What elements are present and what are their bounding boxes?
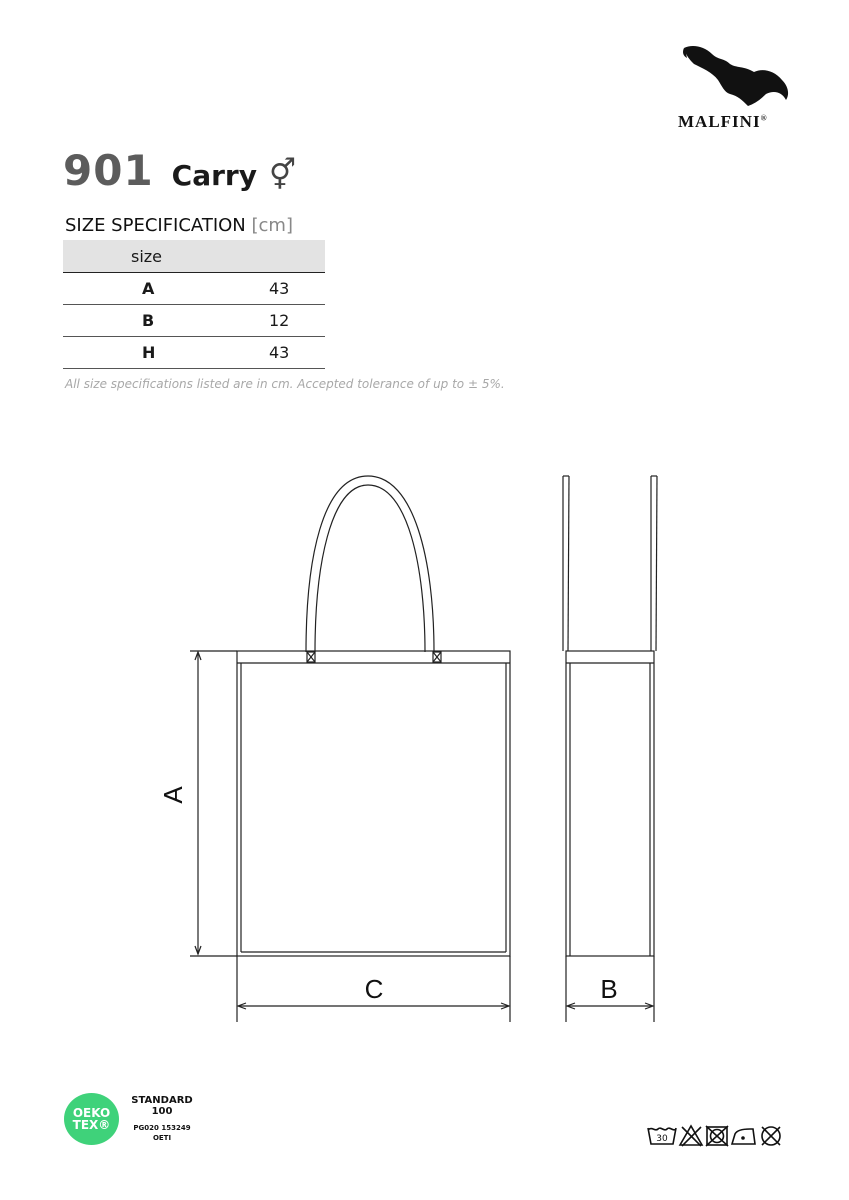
- dimension-a: [190, 651, 237, 956]
- label-c: C: [364, 974, 384, 1004]
- size-spec-title: SIZE SPECIFICATION: [65, 215, 246, 236]
- size-spec-table: [63, 240, 325, 369]
- row-label-a: A: [63, 273, 233, 305]
- row-label-h: H: [63, 337, 233, 369]
- table-row: [63, 337, 325, 369]
- eagle-icon: [678, 42, 798, 110]
- unisex-icon: ⚥: [268, 158, 297, 193]
- table-row: [63, 305, 325, 337]
- bag-handle: [306, 476, 441, 662]
- table-row: [63, 273, 325, 305]
- size-column-header: size: [63, 240, 325, 273]
- size-spec-heading: [65, 215, 293, 236]
- label-a: A: [158, 786, 188, 804]
- no-tumble-dry-icon: [706, 1126, 728, 1146]
- size-spec-header-row: [63, 240, 325, 273]
- size-spec-unit: [cm]: [251, 215, 293, 236]
- label-b: B: [600, 974, 618, 1004]
- malfini-logo: [674, 42, 804, 137]
- oeko-tex-badge: [64, 1093, 234, 1153]
- certificate-number: PG020 153249: [133, 1124, 191, 1132]
- standard-label: STANDARD 100: [131, 1095, 193, 1117]
- row-label-b: B: [63, 305, 233, 337]
- product-name: Carry: [171, 159, 257, 192]
- certificate-institute: OETI: [152, 1134, 172, 1142]
- product-code: 901: [63, 146, 154, 195]
- bag-body-side: [563, 476, 657, 956]
- no-bleach-icon: [680, 1126, 702, 1146]
- row-value-a: 43: [233, 273, 325, 305]
- wash-temp-label: 30: [656, 1134, 668, 1144]
- no-dry-clean-icon: [762, 1127, 780, 1145]
- brand-name: MALFINI®: [678, 112, 768, 131]
- product-title: [63, 146, 296, 196]
- row-value-h: 43: [233, 337, 325, 369]
- oeko-tex-logo: OEKO TEX®: [64, 1093, 119, 1145]
- bag-technical-drawing: [0, 460, 849, 1040]
- care-symbols: [647, 1124, 799, 1148]
- row-value-b: 12: [233, 305, 325, 337]
- tolerance-note: All size specifications listed are in cm. Accepted tolerance of up to ± 5%.: [65, 377, 505, 391]
- bag-body-front: [237, 651, 510, 956]
- iron-low-icon: [732, 1129, 755, 1144]
